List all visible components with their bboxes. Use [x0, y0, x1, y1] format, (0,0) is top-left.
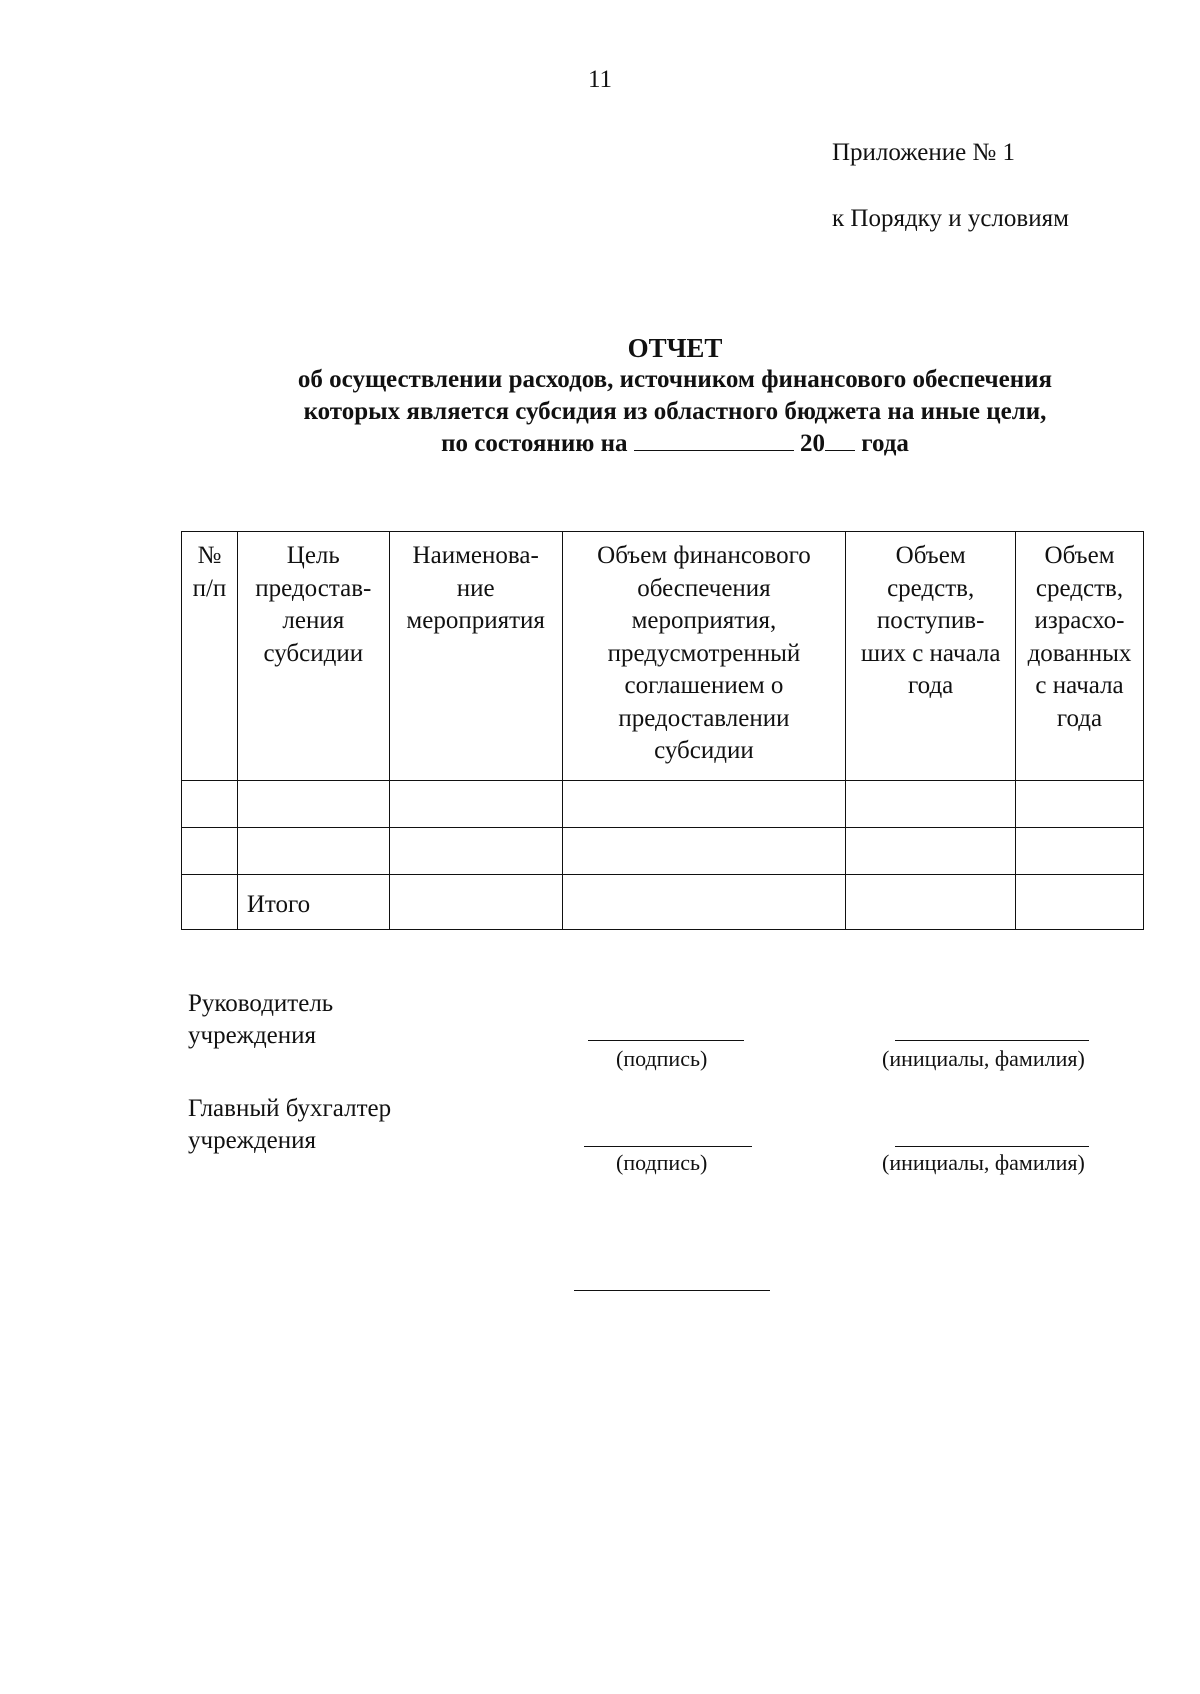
table-cell[interactable] [562, 781, 846, 828]
table-cell[interactable] [846, 875, 1016, 930]
director-name-caption: (инициалы, фамилия) [882, 1046, 1085, 1071]
table-cell[interactable] [237, 828, 389, 875]
table-cell[interactable] [182, 781, 238, 828]
header-subsidy-purpose: Цель предостав- ления субсидии [237, 532, 389, 781]
table-cell[interactable] [389, 781, 562, 828]
report-heading: ОТЧЕТ [627, 333, 723, 363]
table-row [182, 828, 1144, 875]
table-cell[interactable] [1016, 875, 1144, 930]
header-received-funds: Объем средств, поступив- ших с начала года [846, 532, 1016, 781]
annex-line-1: Приложение № 1 [832, 139, 1016, 166]
report-subtitle-line-2: которых является субсидия из областного бюджета на иные цели, [303, 398, 1047, 425]
accountant-signature-line[interactable] [584, 1146, 752, 1147]
header-activity-name: Наименова- ние мероприятия [389, 532, 562, 781]
page-number: 11 [587, 66, 613, 93]
date-blank [634, 428, 794, 451]
report-table [181, 531, 1144, 930]
table-cell[interactable] [562, 875, 846, 930]
table-total-row [182, 875, 1144, 930]
table-row [182, 781, 1144, 828]
director-name-line[interactable] [895, 1040, 1089, 1041]
table-cell[interactable] [562, 828, 846, 875]
report-subtitle-line-3 [0, 428, 1200, 460]
annex-line-2: к Порядку и условиям [832, 205, 1069, 232]
chief-accountant-label: Главный бухгалтер учреждения [188, 1095, 392, 1154]
as-of-label: по состоянию на [441, 430, 628, 457]
accountant-name-caption: (инициалы, фамилия) [882, 1150, 1085, 1175]
table-cell[interactable] [846, 781, 1016, 828]
year-label: года [861, 430, 909, 457]
header-number: № п/п [182, 532, 238, 781]
report-title [0, 332, 1200, 460]
year-prefix: 20 [800, 430, 825, 457]
accountant-signature-caption: (подпись) [616, 1150, 708, 1175]
director-label: Руководитель учреждения [188, 990, 334, 1049]
header-spent-funds: Объем средств, израсхо- дованных с начала года [1016, 532, 1144, 781]
table-cell[interactable] [182, 828, 238, 875]
director-signature-line[interactable] [588, 1040, 744, 1041]
table-cell[interactable] [237, 781, 389, 828]
annex-reference [832, 138, 1069, 234]
table-cell[interactable] [1016, 781, 1144, 828]
total-label: Итого [237, 875, 389, 930]
table-cell[interactable] [182, 875, 238, 930]
accountant-name-line[interactable] [895, 1146, 1089, 1147]
table-header-row [182, 532, 1144, 781]
report-subtitle-line-1: об осуществлении расходов, источником финансового обеспечения [297, 366, 1053, 393]
director-signature-caption: (подпись) [616, 1046, 708, 1071]
table-cell[interactable] [389, 875, 562, 930]
table-cell[interactable] [846, 828, 1016, 875]
end-of-document-line [574, 1290, 770, 1291]
header-planned-volume: Объем финансового обеспечения мероприятия, предусмотренный соглашением о предоставлении субсидии [562, 532, 846, 781]
year-blank [825, 428, 855, 451]
table-cell[interactable] [389, 828, 562, 875]
table-cell[interactable] [1016, 828, 1144, 875]
